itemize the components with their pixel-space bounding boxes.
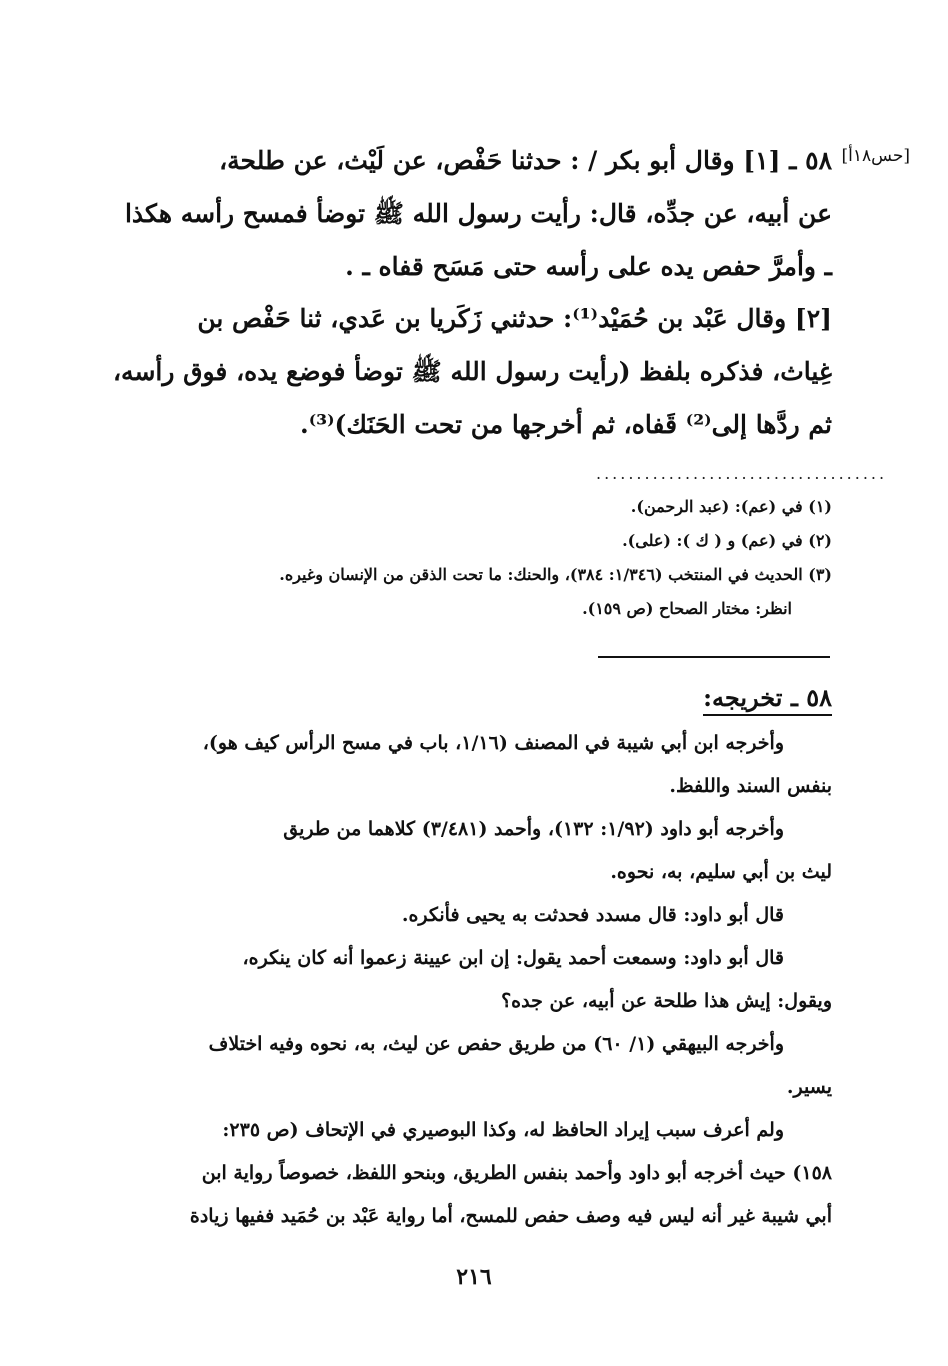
text-line: وأخرجه أبو داود (١/٩٢: ١٣٢)، وأحمد (٣/٤٨١) كلاهما من طريق [283, 818, 784, 840]
footnote-continuation: انظر: مختار الصحاح (ص ١٥٩). [582, 599, 792, 618]
text-line: ثم ردَّها إلى⁽²⁾ قَفاه، ثم أخرجها من تحت الحَنَك)⁽³⁾. [299, 410, 832, 439]
text-line: ويقول: إيش هذا طلحة عن أبيه، عن جده؟ [501, 990, 832, 1012]
text-line: ليث بن أبي سليم، به، نحوه. [610, 861, 832, 883]
text-line: أبي شيبة غير أنه ليس فيه وصف حفص للمسح، أما رواية عَبْد بن حُمَيد ففيها زيادة [189, 1205, 832, 1227]
text-line: بنفس السند واللفظ. [669, 775, 832, 797]
takhrij-body [108, 722, 832, 1238]
footnote: (١) في (عم): (عبد الرحمن). [630, 497, 832, 516]
text-line: ولم أعرف سبب إيراد الحافظ له، وكذا البوصيري في الإتحاف (ص ٢٣٥: [222, 1119, 784, 1141]
text-line: وأخرجه البيهقي (١/ ٦٠) من طريق حفص عن ليث، به، نحوه وفيه اختلاف [208, 1033, 784, 1055]
footnotes [108, 490, 832, 626]
hadith-paragraph-1 [108, 134, 832, 293]
text-line: قال أبو داود: وسمعت أحمد يقول: إن ابن عيينة زعموا أنه كان ينكره، [242, 947, 784, 969]
text-line: وأخرجه ابن أبي شيبة في المصنف (١/١٦، باب في مسح الرأس كيف هو)، [202, 732, 784, 754]
page-number: ٢١٦ [456, 1264, 492, 1290]
footnote: (٣) الحديث في المنتخب (١/٣٤٦: ٣٨٤)، والحنك: ما تحت الذقن من الإنسان وغيره. [279, 565, 832, 584]
text-line: ـ وأمرَّ حفص يده على رأسه حتى مَسَح قفاه ـ . [345, 252, 832, 281]
section-divider [598, 656, 830, 658]
takhrij-heading-text: ٥٨ ـ تخريجه: [703, 683, 832, 716]
text-line: ٥٨ ـ [١] وقال أبو بكر / : حدثنا حَفْص، عن لَيْث، عن طلحة، [219, 146, 832, 175]
text-line: غِياث، فذكره بلفظ (رأيت رسول الله ﷺ توضأ فوضع يده، فوق رأسه، [112, 357, 832, 386]
text-line: يسير. [786, 1076, 832, 1098]
footnote-separator: .................................... [596, 464, 888, 483]
text-line: قال أبو داود: قال مسدد فحدثت به يحيى فأنكره. [401, 904, 784, 926]
takhrij-heading [600, 676, 832, 720]
footnote: (٢) في (عم) و ( ك ): (على). [622, 531, 832, 550]
text-line: عن أبيه، عن جدِّه، قال: رأيت رسول الله ﷺ توضأ فمسح رأسه هكذا [124, 199, 832, 228]
text-line: ١٥٨) حيث أخرجه أبو داود وأحمد بنفس الطريق، وبنحو اللفظ، خصوصاً رواية ابن [201, 1162, 832, 1184]
manuscript-marker: [حس١٨أ] [841, 146, 910, 166]
text-line: [٢] وقال عَبْد بن حُمَيْد⁽¹⁾: حدثني زَكَريا بن عَدي، ثنا حَفْص بن [197, 304, 832, 333]
hadith-paragraph-2 [108, 292, 832, 451]
